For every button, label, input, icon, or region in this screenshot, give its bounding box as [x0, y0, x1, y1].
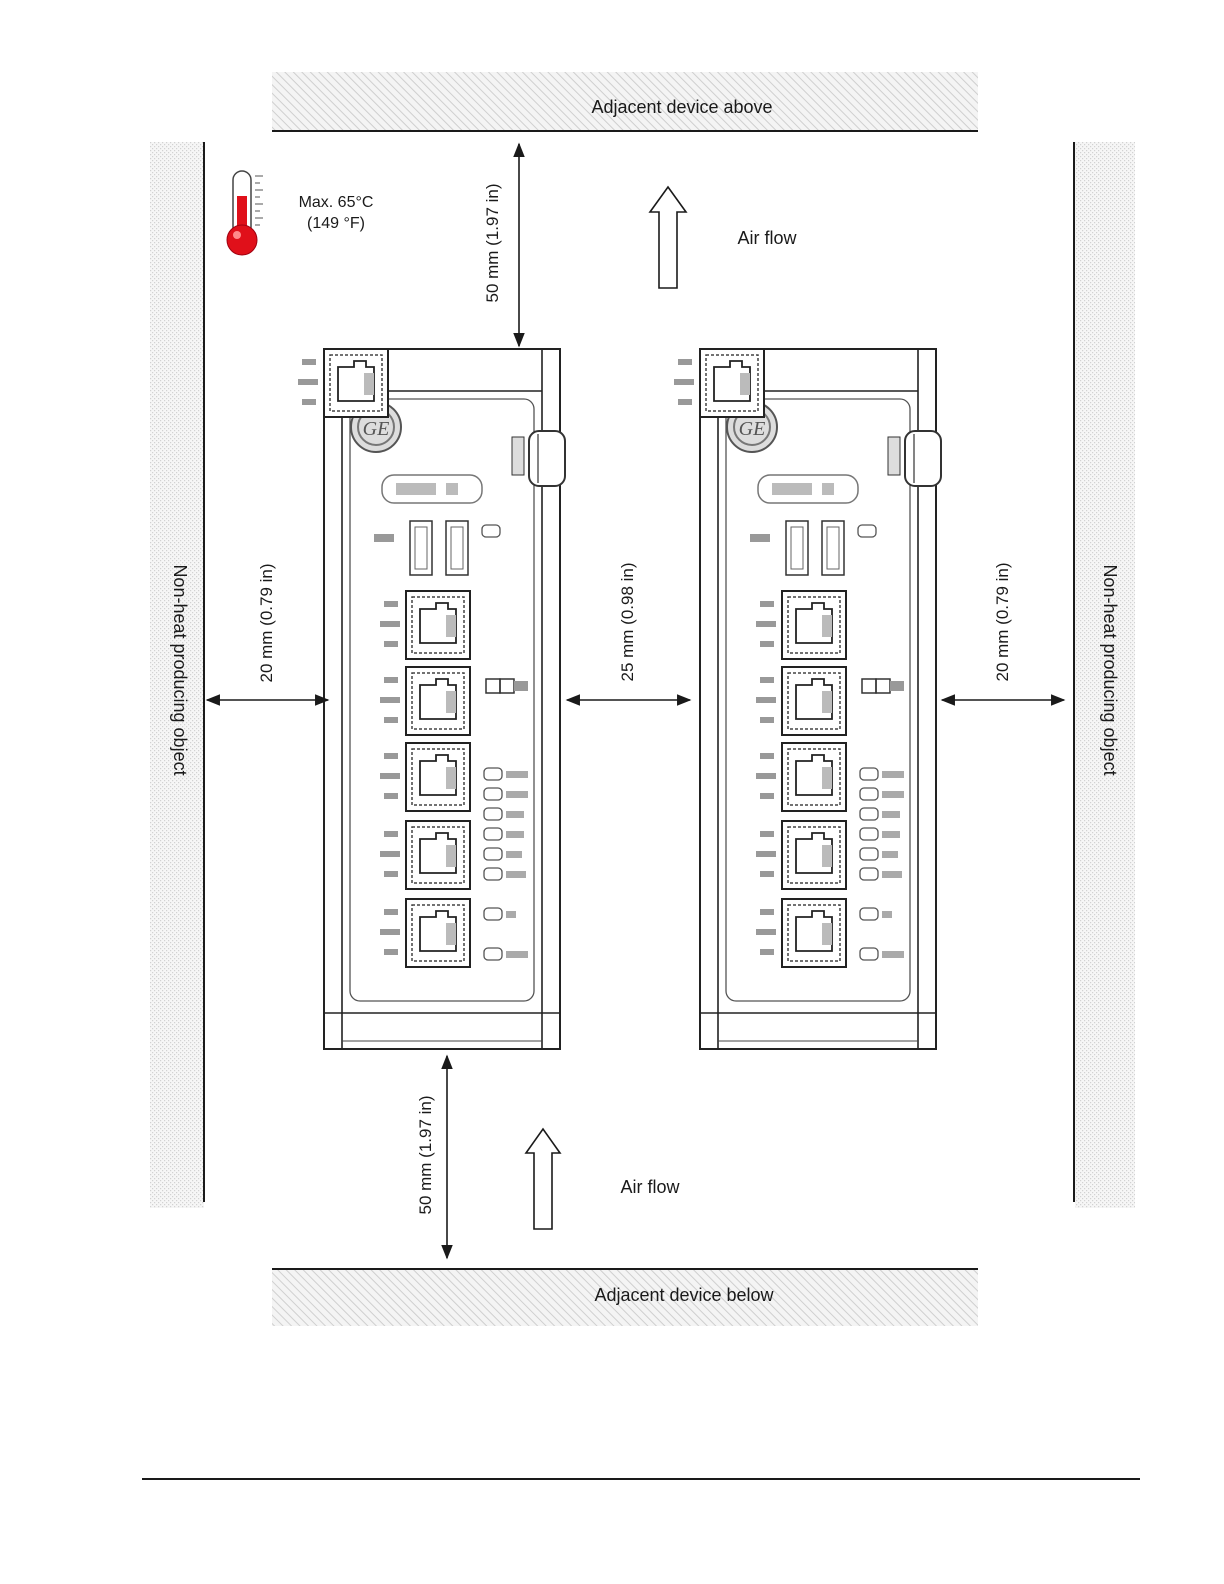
top-clearance-label: 50 mm (1.97 in) [483, 183, 502, 303]
bottom-clearance-label: 50 mm (1.97 in) [416, 1095, 435, 1215]
left-clearance-label: 20 mm (0.79 in) [257, 563, 276, 683]
max-temp-fahrenheit: (149 °F) [307, 215, 365, 232]
thermometer-icon [227, 171, 263, 255]
right-object-label: Non-heat producing object [1100, 564, 1120, 776]
air-flow-bottom-label: Air flow [620, 1177, 680, 1197]
air-flow-top-label: Air flow [737, 228, 797, 248]
up-arrow-icon [526, 1129, 560, 1229]
adjacent-device-above-label: Adjacent device above [591, 97, 773, 117]
device-right [674, 349, 941, 1049]
adjacent-device-below-label: Adjacent device below [594, 1285, 774, 1305]
up-arrow-icon [650, 187, 686, 288]
left-object-label: Non-heat producing object [170, 564, 190, 776]
between-devices-label: 25 mm (0.98 in) [618, 562, 637, 682]
device-left [298, 349, 565, 1049]
clearance-diagram: GE Adjacent device above Adjacent device below Non-heat producing object Non-heat producing object Max. 65°C (149 °F) 50 mm (1.97 in) Air flow 20 mm (0.79 in) 25 mm (0.98 in) 20 mm (0.79 in) 50 mm (1.97 in) Air flow [0, 0, 1224, 1584]
max-temp-celsius: Max. 65°C [298, 194, 374, 211]
right-clearance-label: 20 mm (0.79 in) [993, 562, 1012, 682]
